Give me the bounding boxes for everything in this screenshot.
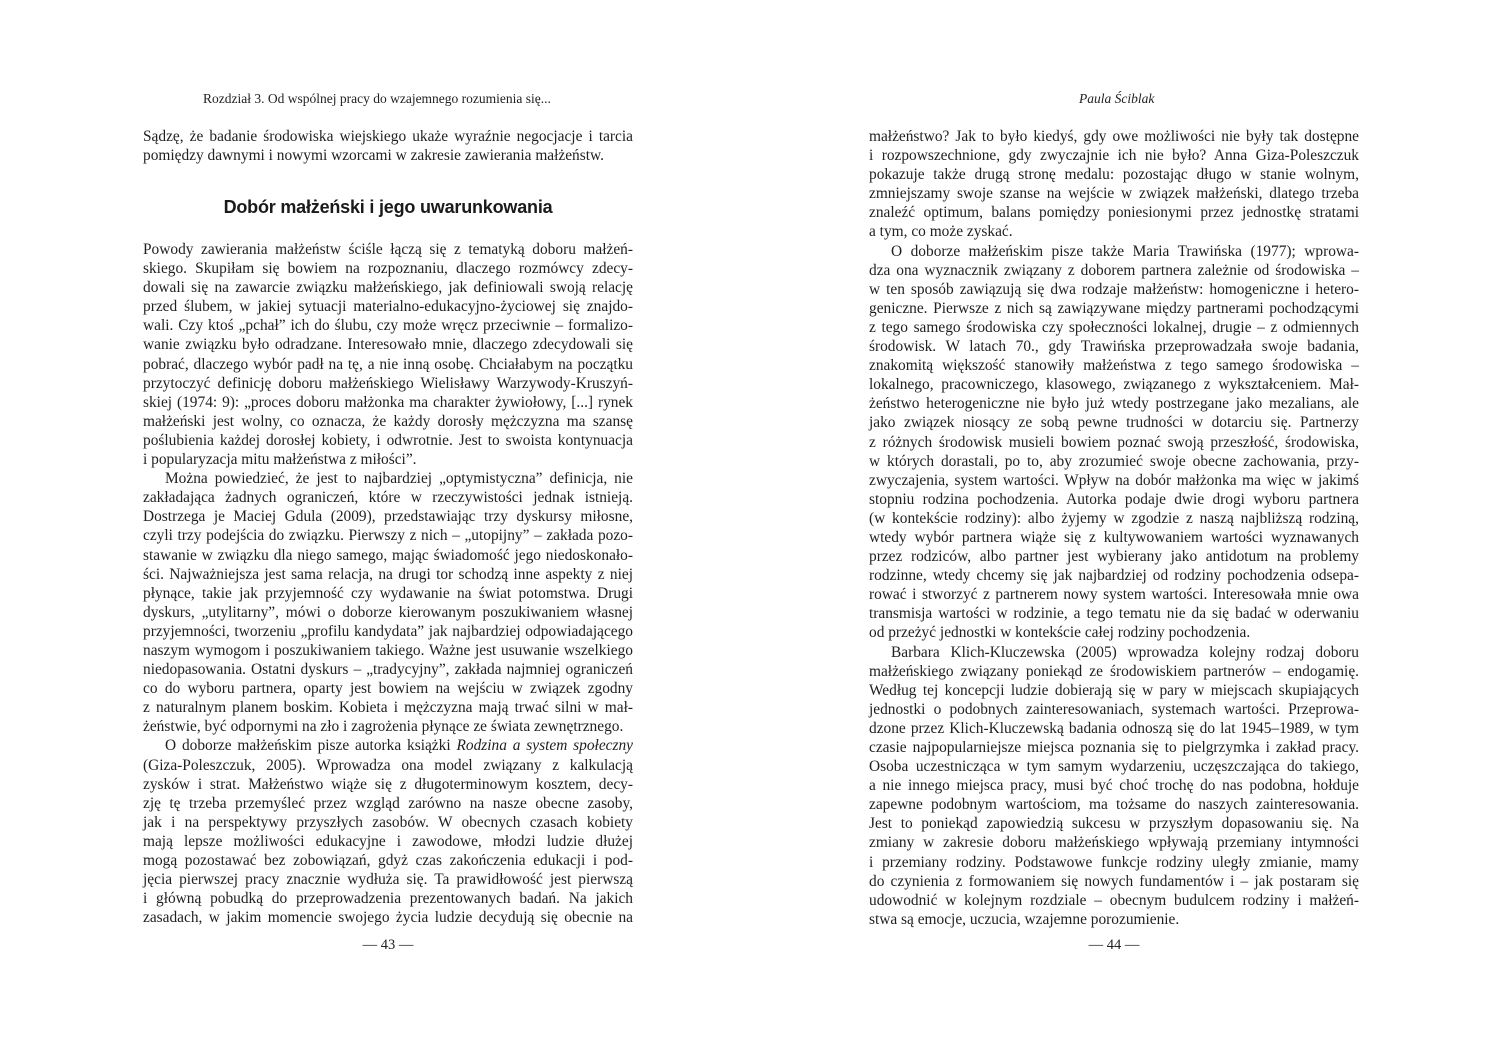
text-line: przytoczyć definicję doboru małżeńskiego Wielisławy Warzywody-Kruszyń- — [143, 374, 633, 392]
text-line: mogą pozostawać bez zobowiązań, gdyż czas zakończenia edukacji i pod- — [143, 852, 633, 869]
text-line: (Giza-Poleszczuk, 2005). Wprowadza ona model związany z kalkulacją — [143, 756, 633, 774]
text-line: małżeńskiego związany poniekąd ze środowiskiem partnerów – endogamię. — [869, 662, 1359, 680]
text-line: w ten sposób zawiązują się dwa rodzaje małżeństw: homogeniczne i hetero- — [869, 280, 1359, 298]
text-line: O doborze małżeńskim pisze także Maria Trawińska (1977); wprowa- — [891, 242, 1359, 260]
text-line: małżeństwo? Jak to było kiedyś, gdy owe możliwości nie były tak dostępne — [869, 128, 1359, 145]
text-line: pomiędzy dawnymi i nowymi wzorcami w zakresie zawierania małżeństw. — [143, 147, 604, 165]
text-line: poślubienia każdej dorosłej kobiety, i odwrotnie. Jest to swoista kontynuacja — [143, 431, 633, 449]
text-line: naszym wymogom i poszukiwaniem takiego. Ważne jest usuwanie wszelkiego — [143, 641, 633, 659]
text-line: skiej (1974: 9): „proces doboru małżonka ma charakter żywiołowy, [...] rynek — [143, 393, 633, 411]
text-line: Barbara Klich-Kluczewska (2005) wprowadza kolejny rodzaj doboru — [891, 643, 1359, 661]
text-line: a tym, co może zyskać. — [869, 223, 1013, 241]
text-line: płynące, takie jak przyjemność czy wydawanie na świat potomstwa. Drugi — [143, 584, 633, 602]
text-line: jak i na perspektywy przyszłych zasobów. W obecnych czasach kobiety — [143, 813, 633, 831]
text-line: jako związek niosący ze sobą pewne trudności w dotarciu się. Partnerzy — [869, 414, 1359, 432]
text-line: stopniu rodzina pochodzenia. Autorka podaje dwie drogi wyboru partnera — [869, 490, 1359, 508]
text-line: i popularyzacja mitu małżeństwa z miłości”. — [143, 451, 417, 469]
text-line: a nie innego miejsca pracy, musi być choć trochę do nas podobna, hołduje — [869, 777, 1359, 795]
text-line: czyli trzy podejścia do związku. Pierwszy z nich – „utopijny” – zakłada pozo- — [143, 527, 633, 545]
text-line: mają lepsze możliwości edukacyjne i zawodowe, młodzi ludzie dłużej — [143, 832, 633, 850]
text-line: do czynienia z formowaniem się nowych fundamentów i – jak postaram się — [869, 872, 1359, 890]
text-line: Osoba uczestnicząca w tym samym wydarzeniu, uczęszczająca do takiego, — [869, 758, 1359, 776]
text-line: zmiany w zakresie doboru małżeńskiego wpływają przemiany intymności — [869, 834, 1359, 852]
text-line: Powody zawierania małżeństw ściśle łączą się z tematyką doboru małżeń- — [143, 241, 633, 258]
text-line: niedopasowania. Ostatni dyskurs – „tradycyjny”, zakłada najmniej ograniczeń — [143, 661, 633, 679]
text-line: znaleźć optimum, balans pomiędzy poniesionymi przez jednostkę stratami — [869, 204, 1359, 222]
text-line: lokalnego, pracowniczego, klasowego, związanego z wykształceniem. Mał- — [869, 376, 1359, 394]
text-line: i przemiany rodziny. Podstawowe funkcje rodziny uległy zmianie, mamy — [869, 853, 1359, 871]
text-line: jednostki o podobnych zainteresowaniach, systemach wartości. Przeprowa- — [869, 700, 1359, 718]
page-number: — 44 — — [1088, 937, 1140, 953]
running-head-chapter: Rozdział 3. Od wspólnej pracy do wzajemnego rozumienia się... — [203, 91, 551, 106]
text-line: zakładająca żadnych ograniczeń, które w rzeczywistości jednak istnieją. — [143, 489, 633, 507]
text-line: i główną pobudką do przeprowadzenia prezentowanych badań. Na jakich — [143, 890, 633, 908]
text-line: przed ślubem, w jakiej sytuacji materialno-edukacyjno-życiowej się znajdo- — [143, 298, 633, 316]
text-line: zmniejszamy swoje szanse na wejście w związek małżeński, dlatego trzeba — [869, 185, 1359, 203]
text-line: Dostrzega je Maciej Gdula (2009), przedstawiając trzy dyskursy miłosne, — [143, 508, 633, 526]
text-line: co do wyboru partnera, oparty jest bowiem na wejściu w związek zgodny — [143, 680, 633, 698]
text-line: ści. Najważniejsza jest sama relacja, na drugi tor schodzą inne aspekty z niej — [143, 565, 633, 583]
text-line: środowisk. W latach 70., gdy Trawińska przeprowadzała swoje badania, — [869, 338, 1359, 356]
text-line: dowali się na zawarcie związku małżeńskiego, jak definiowali swoją relację — [143, 279, 633, 297]
text-line: zasadach, w jakim momencie swojego życia ludzie decydują się obecnie na — [143, 909, 633, 927]
text-line: z naturalnym planem boskim. Kobieta i mężczyzna mają trwać silni w mał- — [143, 699, 633, 717]
text-line: pokazuje także drugą stronę medalu: pozostając długo w stanie wolnym, — [869, 166, 1359, 184]
text-line: żeństwie, być odpornymi na zło i zagrożenia płynące ze świata zewnętrznego. — [143, 718, 624, 736]
text-line: (w kontekście rodziny): albo żyjemy w zgodzie z naszą najbliższą rodziną, — [869, 509, 1359, 527]
body-text — [143, 240, 633, 927]
text-line: żeństwo heterogeniczne nie było już wtedy postrzegane jako mezalians, ale — [869, 395, 1359, 413]
text-line: jęcia pierwszej pracy znacznie wydłuża się. Ta prawidłowość jest pierwszą — [143, 871, 633, 889]
text-line: geniczne. Pierwsze z nich są zawiązywane między partnerami pochodzącymi — [869, 299, 1359, 317]
text-line: dza ona wyznacznik związany z doborem partnera zależnie od środowiska – — [869, 261, 1359, 279]
text-line: zapewne podobnym wartościom, ma tożsame do naszych zainteresowania. — [869, 796, 1359, 814]
running-head-author: Paula Ściblak — [1079, 91, 1155, 106]
text-line: udowodnić w kolejnym rozdziale – obecnym budulcem rodziny i małżeń- — [869, 891, 1359, 909]
book-title: Rodzina a system społeczny — [456, 737, 633, 755]
text-line: skiego. Skupiłam się bowiem na rozpoznaniu, dlaczego rozmówcy zdecy- — [143, 260, 633, 278]
text-line: dzone przez Klich-Kluczewską badania odnoszą się do lat 1945–1989, w tym — [869, 719, 1359, 737]
text-line: z tego samego środowiska czy społeczności lokalnej, drugie – z odmiennych — [869, 318, 1359, 336]
text-line: transmisja wartości w rodzinie, a tego tematu nie da się badać w oderwaniu — [869, 605, 1359, 623]
text-line: zwyczajenia, system wartości. Wpływ na dobór małżonka ma więc w jakimś — [869, 471, 1359, 489]
text-line: od przeżyć jednostki w kontekście całej rodziny pochodzenia. — [869, 624, 1251, 642]
text-line: stwa są emocje, uczucia, wzajemne porozumienie. — [869, 910, 1180, 928]
text-line: w których dorastali, po to, aby zrozumieć swoje obecne zachowania, przy- — [869, 452, 1359, 470]
text-line: przyjemności, tworzeniu „profilu kandydata” jak najbardziej odpowiadającego — [143, 622, 633, 640]
text-line: zję tę trzeba przemyśleć przez wzgląd zarówno na nasze obecne zasoby, — [143, 794, 633, 812]
body-text — [869, 127, 1359, 929]
page-number: — 43 — — [362, 937, 414, 953]
text-line: i rozpowszechnione, gdy zwyczajnie ich nie było? Anna Giza-Poleszczuk — [869, 147, 1359, 165]
text-line: zysków i strat. Małżeństwo wiąże się z długoterminowym kosztem, decy- — [143, 775, 633, 793]
text-line: stawanie w związku dla niego samego, mając świadomość jego niedoskonało- — [143, 546, 633, 564]
text-line: wtedy wybór partnera wiąże się z kultywowaniem wartości wyznawanych — [869, 528, 1359, 546]
text-line: przez rodziców, albo partner jest wybierany jako antidotum na problemy — [869, 548, 1359, 566]
text-line: wanie związku było odradzane. Interesowało mnie, dlaczego zdecydowali się — [143, 336, 633, 354]
text-line: z różnych środowisk musieli bowiem poznać swoją przeszłość, środowiska, — [869, 433, 1359, 451]
text-line: Można powiedzieć, że jest to najbardziej „optymistyczna” definicja, nie — [165, 470, 633, 488]
text-line: wali. Czy ktoś „pchał” ich do ślubu, czy może wręcz przeciwnie – formalizo- — [143, 317, 633, 335]
text-line: rodzinne, wtedy chcemy się jak najbardziej od rodziny pochodzenia odsepa- — [869, 567, 1359, 585]
right-page — [869, 0, 1359, 1045]
text-line — [143, 736, 633, 755]
text-line: Sądzę, że badanie środowiska wiejskiego ukaże wyraźnie negocjacje i tarcia — [143, 128, 633, 145]
section-heading: Dobór małżeński i jego uwarunkowania — [223, 197, 553, 217]
intro-paragraph — [143, 127, 633, 165]
text-fragment: O doborze małżeńskim pisze autorka książki — [165, 737, 451, 755]
text-line: Według tej koncepcji ludzie dobierają się w pary w miejscach skupiających — [869, 681, 1359, 699]
text-line: pobrać, dlaczego wybór padł na tę, a nie inną osobę. Chciałabym na początku — [143, 355, 633, 373]
text-line: czasie najpopularniejsze miejsca poznania się to pielgrzymka i zakład pracy. — [869, 739, 1359, 756]
text-line: małżeński jest wolny, co oznacza, że każdy dorosły mężczyzna ma szansę — [143, 412, 633, 430]
left-page — [143, 0, 633, 1045]
text-line: rować i stworzyć z partnerem nowy system wartości. Interesowała mnie owa — [869, 586, 1359, 604]
text-line: znakomitą większość stanowiły małżeństwa z tego samego środowiska – — [869, 357, 1359, 375]
text-line: dyskurs, „utylitarny”, mówi o doborze kierowanym poszukiwaniem własnej — [143, 603, 633, 621]
text-line: Jest to poniekąd zapowiedzią sukcesu w przyszłym dopasowaniu się. Na — [869, 815, 1359, 833]
